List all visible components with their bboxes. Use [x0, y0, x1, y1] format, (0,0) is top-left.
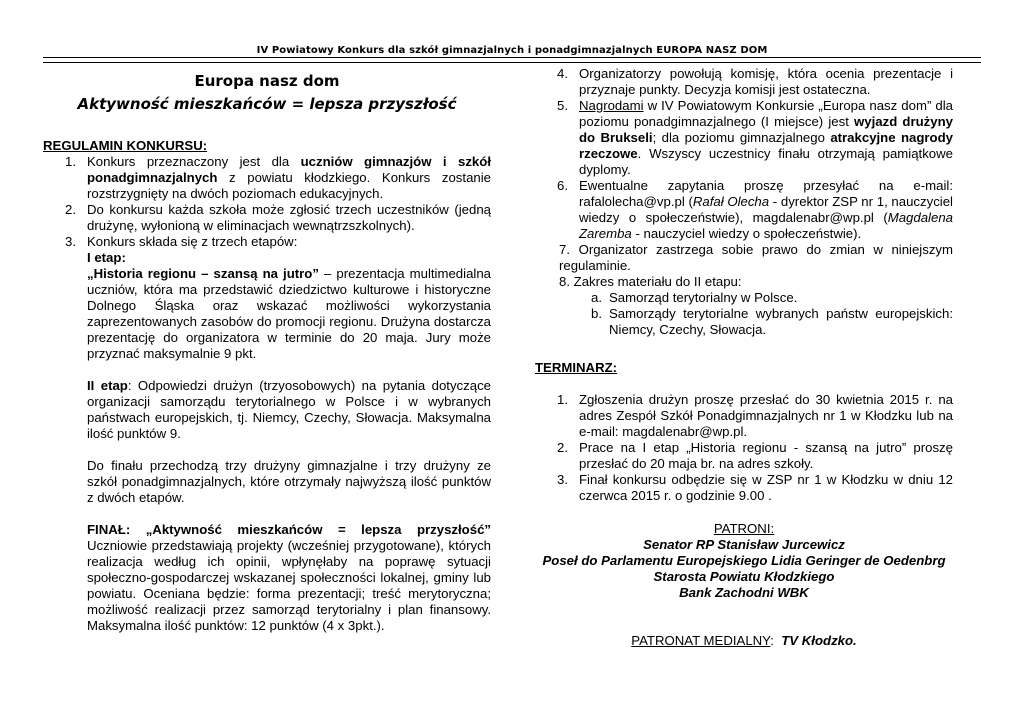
list-item: [43, 234, 491, 362]
patron-name: Poseł do Parlamentu Europejskiego Lidia Geringer de Oedenbrg: [542, 553, 946, 568]
etap1-label: I etap:: [87, 250, 126, 265]
item-text: w IV Powiatowym Konkursie „Europa nasz dom” dla poziomu ponadgimnazjalnego (I miejsce) jest: [579, 98, 953, 129]
list-item: [535, 66, 953, 98]
final-paragraph: [43, 522, 491, 634]
list-item: [535, 178, 953, 242]
item-text: Organizatorzy powołują komisję, która ocenia prezentacje i przyznaje punkty. Decyzja komisji jest ostateczna.: [579, 66, 953, 97]
etap1-title: „Historia regionu – szansą na jutro”: [87, 266, 319, 281]
regulamin-list-continued: [535, 66, 953, 242]
final-label: FINAŁ: [87, 522, 126, 537]
etap2-label: II etap: [87, 378, 128, 393]
patron-name: Senator RP Stanisław Jurcewicz: [643, 537, 845, 552]
item-text: Konkurs składa się z trzech etapów:: [87, 234, 298, 249]
page-subtitle: Aktywność mieszkańców = lepsza przyszłość: [77, 95, 457, 113]
right-column: [535, 66, 953, 649]
list-item: [43, 154, 491, 202]
list-item: [535, 98, 953, 178]
contact-name: Magdalena Zaremba: [579, 210, 953, 241]
final-pass-paragraph: Do finału przechodzą trzy drużyny gimnazjalne i trzy drużyny ze szkół ponadgimnazjalnych, które otrzymały najwyższą ilość punktów z dwóch etapów.: [87, 458, 491, 505]
item-text: Finał konkursu odbędzie się w ZSP nr 1 w Kłodzku w dniu 12 czerwca 2015 r. o godzinie 9.00 .: [579, 472, 953, 503]
item-number: 3.: [65, 234, 76, 249]
terminarz-heading: TERMINARZ:: [535, 360, 618, 375]
item-number: 2.: [557, 440, 568, 455]
item-text: . Wszyscy uczestnicy finału otrzymają pamiątkowe dyplomy.: [579, 146, 953, 177]
list-item: [535, 242, 953, 274]
patron-name: Starosta Powiatu Kłodzkiego: [653, 569, 835, 584]
item-text: Do konkursu każda szkoła może zgłosić trzech uczestników (jedną drużynę, wyłonioną w eliminacjach wewnątrzszkolnych).: [87, 202, 491, 233]
patroni-heading: PATRONI:: [713, 521, 775, 536]
material-sublist: [535, 290, 953, 338]
patronat-value: TV Kłodzko.: [781, 633, 857, 648]
item-number: 3.: [557, 472, 568, 487]
item-text: Ewentualne zapytania proszę przesyłać na e-mail: rafalolecha@vp.pl (: [579, 178, 953, 209]
list-item: [535, 392, 953, 440]
item-number: 8.: [559, 274, 570, 289]
item-number: 1.: [65, 154, 76, 169]
item-text: Zakres materiału do II etapu:: [573, 274, 742, 289]
item-text: ; dla poziomu gimnazjalnego: [652, 130, 831, 145]
final-title: : „Aktywność mieszkańców = lepsza przyszłość”: [125, 522, 491, 537]
item-text: Organizator zastrzega sobie prawo do zmian w niniejszym regulaminie.: [559, 242, 954, 273]
patron-name: Bank Zachodni WBK: [679, 585, 809, 600]
patroni-heading-wrap: [535, 521, 953, 537]
patronat-medialny: [535, 633, 953, 649]
header-divider-lower: [43, 62, 981, 63]
item-text: Samorząd terytorialny w Polsce.: [609, 290, 798, 305]
list-item: [535, 472, 953, 504]
left-column: [43, 68, 491, 634]
list-item: [535, 306, 953, 338]
list-item: [535, 440, 953, 472]
page-title: Europa nasz dom: [194, 72, 340, 90]
item-text: z powiatu kłodzkiego. Konkurs zostanie rozstrzygnięty na dwóch poziomach edukacyjnych.: [87, 170, 491, 201]
list-item: [43, 202, 491, 234]
item-number: 4.: [557, 66, 568, 81]
item-text: Konkurs przeznaczony jest dla: [87, 154, 301, 169]
prizes-label: Nagrodami: [579, 98, 644, 113]
item-emphasis: atrakcyjne nagrody rzeczowe: [579, 130, 953, 161]
item-text: Zgłoszenia drużyn proszę przesłać do 30 kwietnia 2015 r. na adres Zespół Szkół Ponadgimnazjalnych nr 1 w Kłodzku lub na e-mail: magdalenabr@wp.pl.: [579, 392, 953, 439]
etap2-text: : Odpowiedzi drużyn (trzyosobowych) na pytania dotyczące organizacji samorządu terytorialnego w Polsce i w wybranych państwach europejskich, tj. Niemcy, Czechy, Słowacja. Maksymalna ilość punktów 9.: [87, 378, 491, 441]
item-letter: a.: [591, 290, 602, 305]
item-text: Samorządy terytorialne wybranych państw europejskich: Niemcy, Czechy, Słowacja.: [609, 306, 953, 337]
page-header: IV Powiatowy Konkurs dla szkół gimnazjalnych i ponadgimnazjalnych EUROPA NASZ DOM: [256, 45, 768, 56]
final-text: Uczniowie przedstawiają projekty (wcześniej przygotowane), których realizacja według ich opinii, wpłynęłaby na poprawę sytuacji społeczno-gospodarczej wskazanej społeczności lokalnej, gminy lub powiatu. Oceniana będzie: forma prezentacji; treść merytoryczna; możliwość realizacji przez samorząd terytorialny i plan finansowy. Maksymalna ilość punktów: 12 punktów (4 x 3pkt.).: [87, 538, 491, 633]
regulamin-heading: REGULAMIN KONKURSU:: [43, 138, 208, 153]
item-emphasis: wyjazd drużyny do Brukseli: [579, 114, 953, 145]
item-number: 6.: [557, 178, 568, 193]
list-item: [535, 290, 953, 306]
item-number: 7.: [559, 242, 570, 257]
contact-name: Rafał Olecha: [692, 194, 770, 209]
etap2-paragraph: [43, 378, 491, 442]
header-divider: [43, 57, 981, 58]
patroni-section: [535, 521, 953, 601]
patronat-label: PATRONAT MEDIALNY: [631, 633, 771, 648]
item-number: 2.: [65, 202, 76, 217]
item-text: Prace na I etap „Historia regionu - szansą na jutro” proszę przesłać do 20 maja br. na adres szkoły.: [579, 440, 953, 471]
item-letter: b.: [591, 306, 602, 321]
patronat-separator: :: [770, 633, 782, 648]
etap1-text: – prezentacja multimedialna uczniów, która ma przedstawić dziedzictwo kulturowe i historyczne Dolnego Śląska oraz wskazać możliwości wykorzystania zaprezentowanych zasobów do promocji regionu. Drużyna dostarcza prezentację do organizatora w terminie do 20 maja. Jury może przyznać maksymalnie 9 pkt.: [87, 266, 492, 361]
item-text: - dyrektor ZSP nr 1, nauczyciel wiedzy o społeczeństwie), magdalenabr@wp.pl (: [579, 194, 953, 225]
regulamin-list: [43, 154, 491, 362]
item-number: 5.: [557, 98, 568, 113]
list-item: [535, 274, 953, 290]
terminarz-list: [535, 392, 953, 504]
item-text: - nauczyciel wiedzy o społeczeństwie).: [631, 226, 862, 241]
item-emphasis: uczniów gimnazjów i szkół ponadgimnazjalnych: [87, 154, 491, 185]
item-number: 1.: [557, 392, 568, 407]
